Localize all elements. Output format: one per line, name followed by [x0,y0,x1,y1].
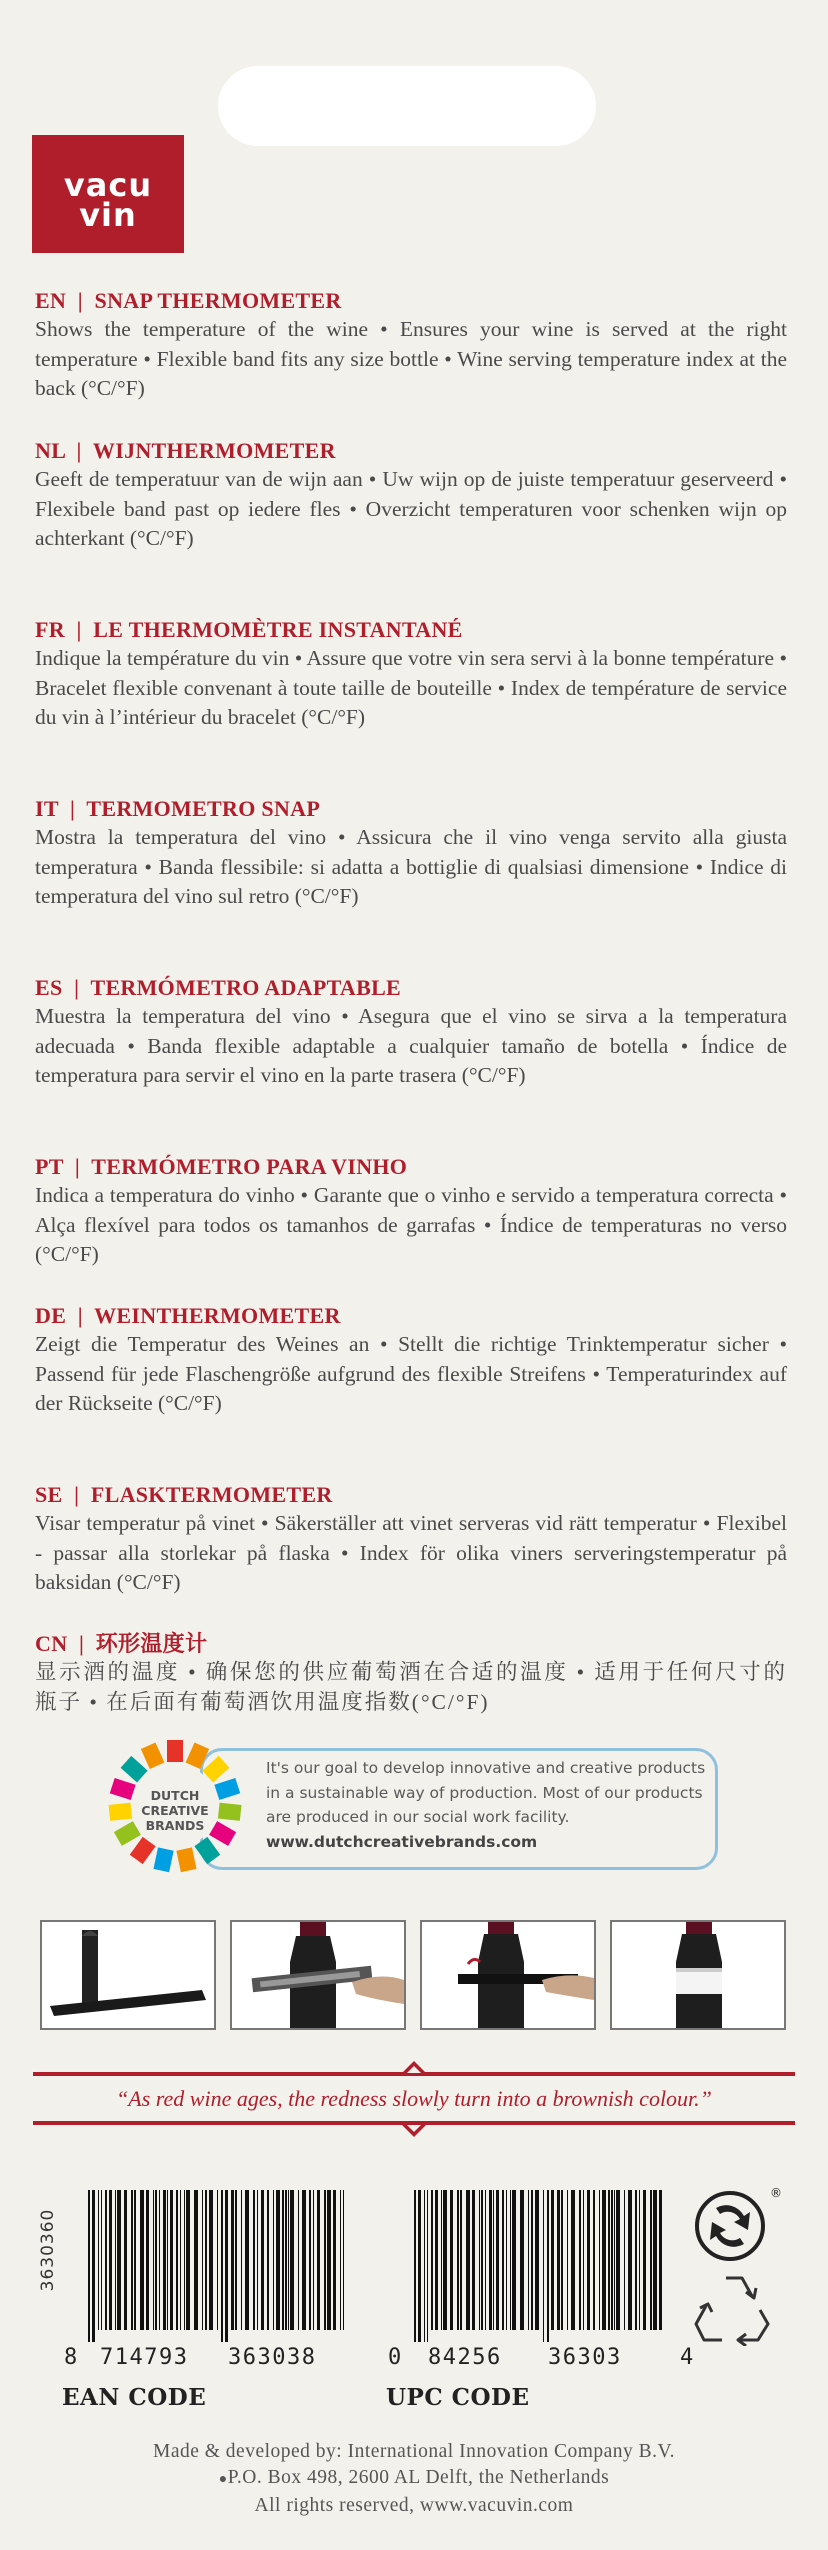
barcode-bar [435,2190,438,2330]
barcode-bar [92,2190,95,2342]
barcode-bar [180,2190,181,2330]
barcode-bar [414,2190,416,2342]
barcode-bar [153,2190,154,2330]
section-es [35,974,787,1091]
barcode-bar [531,2190,533,2330]
dcb-url: www.dutchcreativebrands.com [266,1832,538,1851]
section-text: Mostra la temperatura del vino • Assicura che il vino venga servito alla giusta temperatura • Banda flessibile: si adatta a bottiglie di qualsiasi dimensione • Indice di temperatura del vino sul retro (°C/°F) [35,825,787,908]
instruction-photos [40,1920,788,2030]
photo-bottle-done [610,1920,786,2030]
barcode-bar [317,2190,320,2330]
caret-down-icon [402,2125,426,2137]
barcode-bar [431,2190,433,2330]
section-pt [35,1153,787,1270]
barcode-bar [424,2190,425,2342]
section-heading: ES | TERMÓMETRO ADAPTABLE [35,975,402,1000]
barcode-bar [512,2190,516,2330]
caret-up-icon [402,2061,426,2073]
section-fr [35,616,787,733]
hang-hole [218,66,596,146]
barcode-bar [659,2190,662,2330]
barcode-bar [608,2190,610,2330]
barcode-bar [493,2190,494,2330]
barcode-bar [267,2190,269,2330]
barcode-bar [561,2190,563,2330]
barcode-bar [225,2190,228,2342]
upc-left-digits: 84256 [428,2345,502,2370]
footer-line3: All rights reserved, www.vacuvin.com [254,2495,574,2516]
barcode-bar [155,2190,157,2330]
barcode-bar [472,2190,475,2330]
section-text: Zeigt die Temperatur des Weines an • Stellt die richtige Trinktemperatur sicher • Passend für jede Flaschengröße aufgrund des flexible Streifens • Temperaturindex auf der Rückseite (°C/°F) [35,1332,787,1415]
section-text: 显示酒的温度 • 确保您的供应葡萄酒在合适的温度 • 适用于任何尺寸的瓶子 • 在后面有葡萄酒饮用温度指数(°C/°F) [35,1660,787,1714]
barcode-bar [479,2190,480,2330]
bullet-icon: ● [218,2472,228,2487]
barcode-bar [520,2190,524,2330]
ean-left-digits: 714793 [100,2345,189,2370]
barcode-bar [481,2190,483,2330]
barcode-bar [159,2190,160,2330]
barcode-bar [176,2190,178,2330]
barcode-bar [489,2190,492,2330]
barcode-bar [643,2190,646,2330]
barcode-bar [241,2190,242,2330]
barcode-bar [443,2190,447,2330]
barcode-bar [298,2190,299,2330]
barcode-bar [170,2190,173,2330]
barcode-bar [418,2190,421,2342]
barcode-bar [245,2190,249,2330]
barcode-bar [257,2190,258,2330]
barcode-bar [253,2190,255,2330]
photo-bottle-snap [420,1920,596,2030]
section-heading: DE | WEINTHERMOMETER [35,1303,341,1328]
footer-line2-text: P.O. Box 498, 2600 AL Delft, the Netherlands [227,2467,610,2488]
footer [0,2439,828,2519]
section-heading: FR | LE THERMOMÈTRE INSTANTANÉ [35,617,463,642]
section-text: Visar temperatur på vinet • Säkerställer att vinet serveras vid rätt temperatur • Flexibel - passar alla storlekar på flaska • Index för olika viners serveringstemperatur på baksidan (°C/°F) [35,1511,787,1594]
barcode-bar [140,2190,144,2330]
section-heading: NL | WIJNTHERMOMETER [35,438,336,463]
barcode-bar [557,2190,560,2330]
barcode-bar [282,2190,284,2330]
barcode-bar [528,2190,529,2330]
barcode-bar [273,2190,274,2330]
footer-line1: Made & developed by: International Innovation Company B.V. [152,2441,675,2462]
barcode-bar [327,2190,331,2330]
barcode-bar [101,2190,102,2330]
ean-first-digit: 8 [64,2345,79,2370]
barcode-bar [202,2190,203,2330]
barcode-bar [115,2190,116,2330]
dcb-logo-line3: BRANDS [145,1818,205,1833]
barcode-bar [624,2190,625,2330]
section-heading: CN | 环形温度计 [35,1631,208,1656]
section-de [35,1302,787,1419]
dcb-logo [100,1738,250,1874]
dcb-logo-text [138,1788,212,1833]
barcode-bar [583,2190,584,2330]
barcode-bar [288,2190,289,2330]
barcode-bar [340,2190,341,2330]
barcode-bar [309,2190,311,2330]
barcode-bar [194,2190,198,2330]
barcode-bar [313,2190,314,2330]
barcode-bar [427,2190,428,2342]
barcode-bar [205,2190,207,2330]
barcode-bar [506,2190,507,2330]
section-heading: IT | TERMOMETRO SNAP [35,796,321,821]
barcode-bar [221,2190,223,2342]
ean-right-digits: 363038 [228,2345,317,2370]
section-text: Indica a temperatura do vinho • Garante que o vinho e servido a temperatura correcta • Alça flexível para todos os tamanhos de garrafas • Índice de temperaturas no verso (°C/°F) [35,1183,787,1266]
dcb-logo-line1: DUTCH [150,1788,200,1803]
section-heading: PT | TERMÓMETRO PARA VINHO [35,1154,408,1179]
section-text: Muestra la temperatura del vino • Asegura que el vino se sirva a la temperatura adecuada • Banda flexible adaptable a cualquier tamaño de botella • Índice de temperatura para servir el vino en la parte trasera (°C/°F) [35,1004,787,1087]
barcode-bar [285,2190,287,2330]
recycle-icon [692,2270,776,2346]
barcode-bar [543,2190,544,2342]
upc-barcode [412,2190,668,2342]
ean-barcode [86,2190,348,2342]
barcode-bar [639,2190,640,2330]
barcode-bar [579,2190,581,2330]
section-cn [35,1630,787,1717]
barcode-bar [441,2190,442,2330]
ean-label: EAN CODE [62,2384,207,2411]
section-text: Geeft de temperatuur van de wijn aan • Uw wijn op de juiste temperatuur geserveerd • Flexibele band past op iedere fles • Overzicht temperaturen voor schenken wijn op achterkant (°C/°F) [35,467,787,550]
barcode-bar [466,2190,470,2330]
barcode-bar [450,2190,453,2330]
barcode-bar [261,2190,264,2330]
barcode-bar [209,2190,213,2330]
barcode-bar [635,2190,637,2330]
barcode-bar [186,2190,190,2330]
barcode-bar [571,2190,575,2330]
barcode-bar [496,2190,499,2330]
section-nl [35,437,787,554]
barcode-bar [117,2190,121,2330]
barcode-bar [124,2190,127,2330]
logo-line2: vin [79,196,137,234]
barcode-bar [217,2190,218,2330]
barcode-bar [134,2190,136,2330]
section-text: Indique la température du vin • Assure que votre vin sera servi à la bonne température • Bracelet flexible convenant à toute taille de bouteille • Index de température de service du vin à l’intérieur du bracelet (°C/°F) [35,646,787,729]
photo-band-flat [40,1920,216,2030]
barcode-bar [88,2190,90,2342]
upc-right-digits: 36303 [548,2345,622,2370]
barcode-bar [599,2190,600,2330]
logo-line1: vacu [63,166,153,204]
barcode-bar [146,2190,149,2330]
barcode-bar [587,2190,590,2330]
barcode-bar [616,2190,620,2330]
barcode-bar [614,2190,615,2330]
section-heading: EN | SNAP THERMOMETER [35,288,342,313]
barcode-bar [653,2190,657,2330]
dcb-description: It's our goal to develop innovative and creative products in a sustainable way of production. Most of our products are produced in our social work facility. [266,1759,706,1826]
article-number: 3630360 [38,2208,58,2292]
section-heading: SE | FLASKTERMOMETER [35,1482,333,1507]
barcode-bar [547,2190,549,2342]
barcode-bar [611,2190,613,2330]
barcode-bar [457,2190,459,2330]
barcode-bar [163,2190,166,2330]
section-text: Shows the temperature of the wine • Ensures your wine is served at the right temperature • Flexible band fits any size bottle • Wine serving temperature index at the back (°C/°F) [35,317,787,400]
barcode-bar [602,2190,606,2330]
barcode-bar [276,2190,280,2330]
barcode-bar [131,2190,133,2330]
barcode-bar [302,2190,306,2330]
barcode-bar [460,2190,462,2330]
barcode-bar [593,2190,595,2330]
barcode-bar [324,2190,326,2330]
barcode-bar [167,2190,168,2330]
photo-bottle-wrap [230,1920,406,2030]
barcode-bar [485,2190,486,2330]
barcode-bar [105,2190,107,2330]
barcode-bar [109,2190,112,2330]
barcode-bar [551,2190,554,2330]
section-en [35,287,787,404]
barcode-bar [235,2190,237,2330]
registered-mark: ® [770,2186,782,2200]
barcode-bar [98,2190,99,2330]
dcb-text [266,1756,706,1854]
upc-label: UPC CODE [386,2384,530,2411]
upc-last-digit: 4 [680,2345,695,2370]
dutch-creative-brands-block [100,1738,718,1874]
barcode-bar [231,2190,234,2330]
barcode-bar [184,2190,185,2330]
barcode-bar [502,2190,504,2330]
barcode-bar [333,2190,336,2330]
section-it [35,795,787,912]
barcode-bar [628,2190,632,2330]
barcode-bar [343,2190,344,2330]
quote-text: “As red wine ages, the redness slowly turn into a brownish colour.” [116,2086,712,2111]
vacu-vin-logo [32,135,184,253]
barcode-bar [510,2190,511,2330]
green-dot-icon [694,2186,770,2268]
section-se [35,1481,787,1598]
barcode-bar [290,2190,294,2330]
upc-first-digit: 0 [388,2345,403,2370]
barcode-bar [535,2190,539,2330]
barcode-bar [567,2190,568,2330]
dcb-logo-line2: CREATIVE [141,1803,209,1818]
footer-line2 [0,2465,828,2493]
barcode-bar [650,2190,652,2330]
